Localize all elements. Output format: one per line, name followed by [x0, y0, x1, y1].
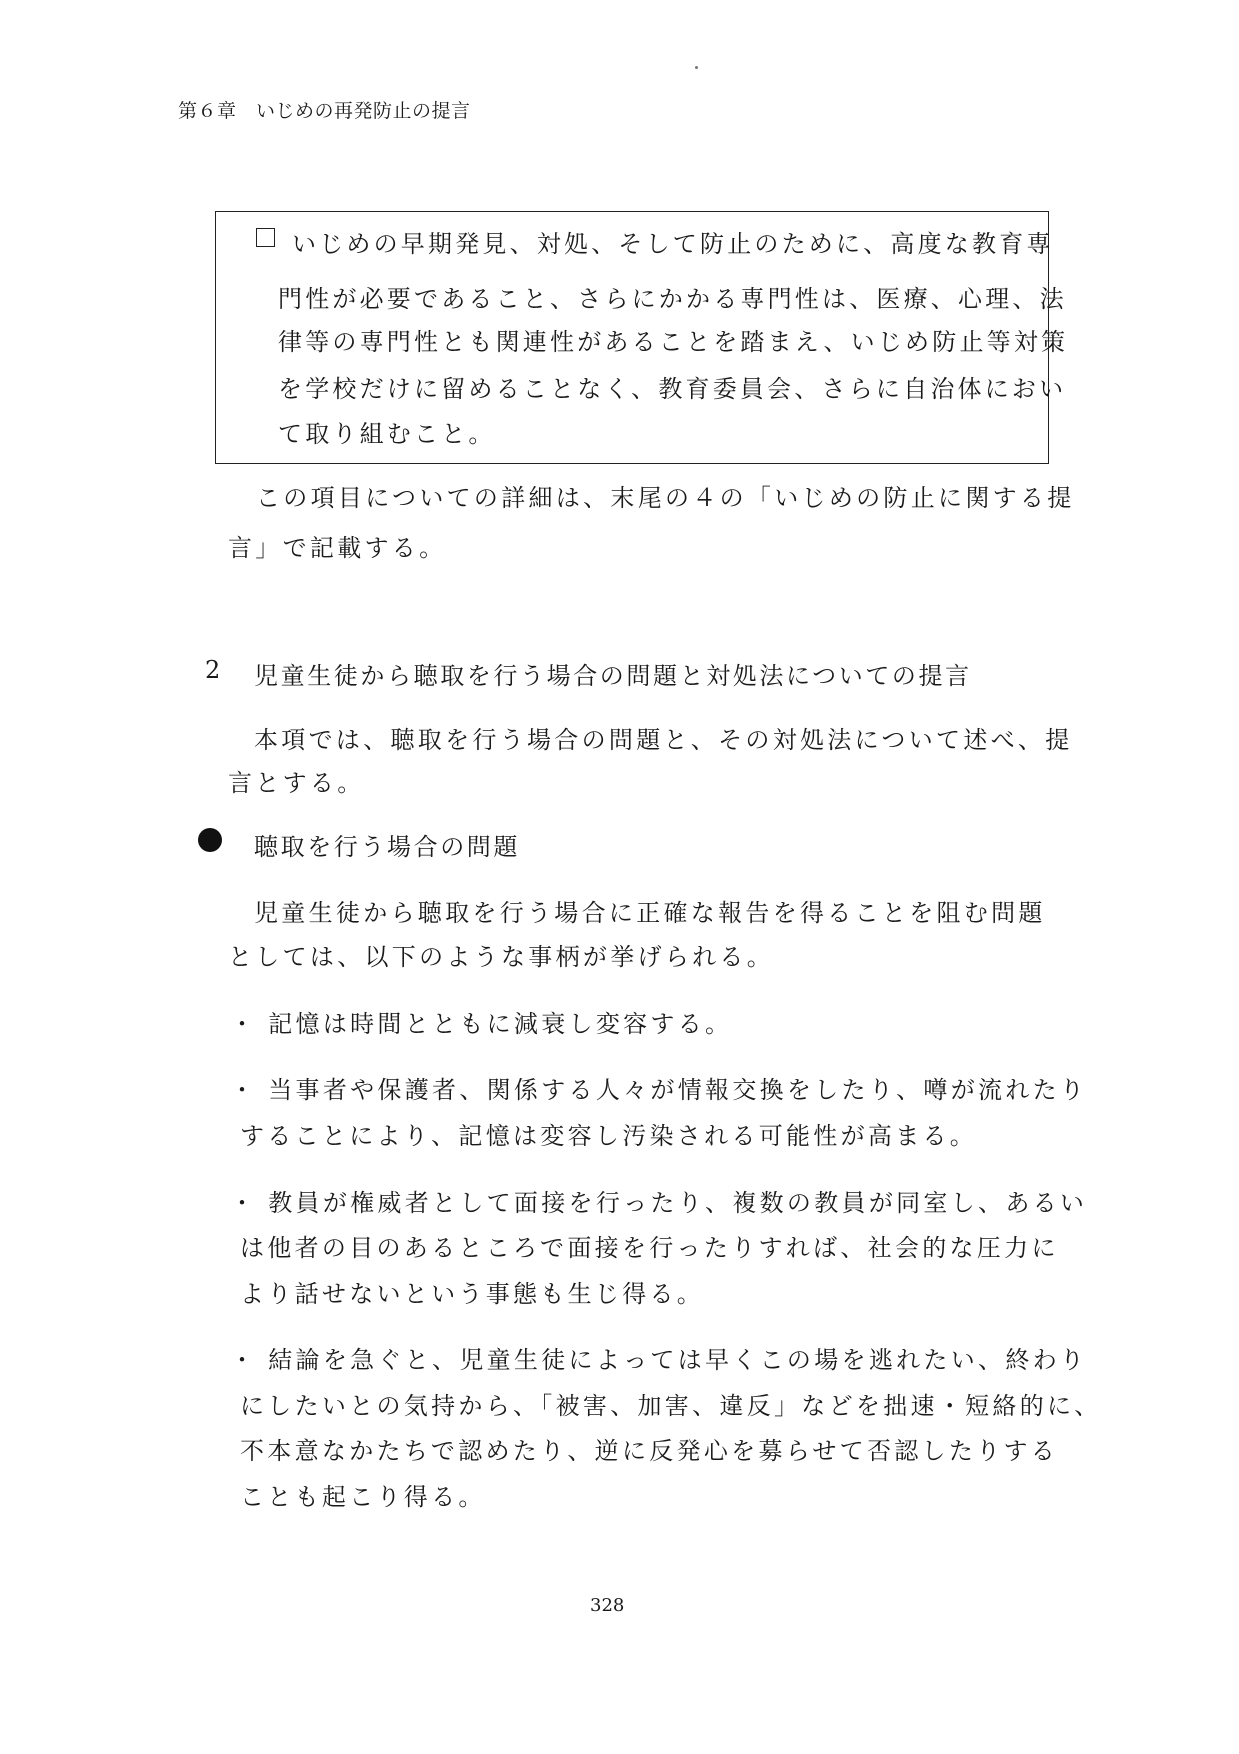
section-number: 2 [205, 656, 221, 684]
list-item-line: にしたいとの気持から、「被害、加害、違反」などを拙速・短絡的に、 [240, 1392, 1102, 1420]
chapter-header: 第６章 いじめの再発防止の提言 [178, 100, 471, 122]
list-item-line: ・ 結論を急ぐと、児童生徒によっては早くこの場を逃れたい、終わり [230, 1346, 1088, 1374]
checkbox-icon [256, 228, 275, 247]
list-item-line: ことも起こり得る。 [240, 1483, 486, 1511]
page-number: 328 [590, 1595, 625, 1616]
subsection-intro-line: 児童生徒から聴取を行う場合に正確な報告を得ることを阻む問題 [254, 899, 1046, 927]
box-line: いじめの早期発見、対処、そして防止のために、高度な教育専 [292, 230, 1054, 258]
list-item-line: は他者の目のあるところで面接を行ったりすれば、社会的な圧力に [240, 1234, 1059, 1262]
section-intro-line: 言とする。 [228, 769, 365, 797]
subsection-title: 聴取を行う場合の問題 [254, 833, 520, 861]
bullet-circle-icon [198, 828, 222, 852]
detail-note-line: 言」で記載する。 [228, 534, 447, 562]
list-item-line: することにより、記憶は変容し汚染される可能性が高まる。 [240, 1122, 978, 1150]
list-item-line: より話せないという事態も生じ得る。 [240, 1280, 705, 1308]
subsection-intro-line: としては、以下のような事柄が挙げられる。 [228, 943, 774, 971]
section-title: 児童生徒から聴取を行う場合の問題と対処法についての提言 [254, 662, 972, 690]
list-item-line: 不本意なかたちで認めたり、逆に反発心を募らせて否認したりする [240, 1437, 1059, 1465]
scan-speck [695, 66, 698, 69]
box-line: て取り組むこと。 [278, 420, 496, 448]
detail-note-line: この項目についての詳細は、末尾の４の「いじめの防止に関する提 [256, 484, 1075, 512]
list-item-line: ・ 当事者や保護者、関係する人々が情報交換をしたり、噂が流れたり [230, 1076, 1088, 1104]
box-line: 門性が必要であること、さらにかかる専門性は、医療、心理、法 [278, 285, 1067, 313]
list-item-line: ・ 教員が権威者として面接を行ったり、複数の教員が同室し、あるい [230, 1189, 1088, 1217]
box-line: 律等の専門性とも関連性があることを踏まえ、いじめ防止等対策 [278, 328, 1069, 356]
list-item-line: ・ 記憶は時間とともに減衰し変容する。 [230, 1010, 733, 1038]
section-intro-line: 本項では、聴取を行う場合の問題と、その対処法について述べ、提 [254, 726, 1073, 754]
box-line: を学校だけに留めることなく、教育委員会、さらに自治体におい [278, 375, 1067, 403]
